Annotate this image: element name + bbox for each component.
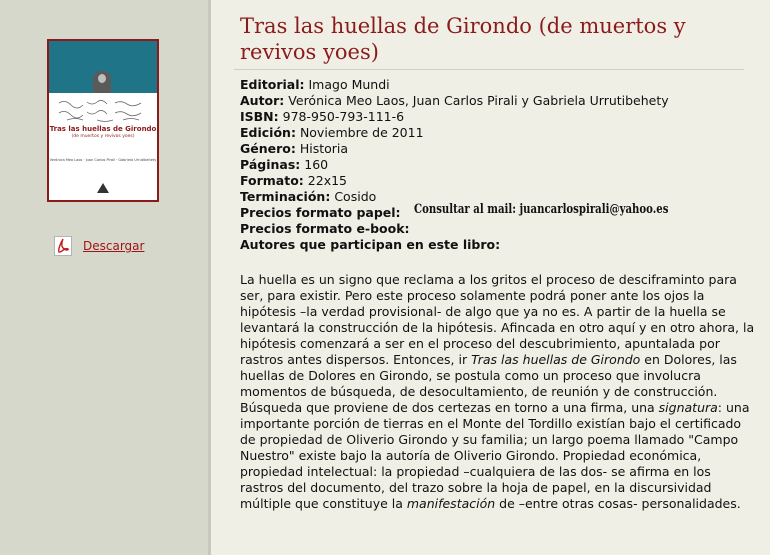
field-value: Verónica Meo Laos, Juan Carlos Pirali y Gabriela Urrutibehety bbox=[288, 93, 669, 108]
field-label: Terminación: bbox=[240, 189, 331, 204]
description-text: La huella es un signo que reclama a los gritos el proceso de desciframinto para ser, para existir. Pero este proceso solamente podrá poner ante los ojos la hipótesis –la verdad provisional- de algo que ya no es. A partir de la huella se levantará la construcción de la hipótesis. Afincada en otro aquí y en otro ahora, la hipótesis comenzará a ser en el proceso del descubrimiento, apuntalada por rastros antes dispersos. Entonces, ir bbox=[240, 272, 755, 367]
cover-title bbox=[49, 125, 157, 141]
field-value: Noviembre de 2011 bbox=[299, 125, 424, 140]
field-autores-participan bbox=[240, 237, 756, 253]
field-label: Precios formato e-book: bbox=[240, 221, 410, 236]
field-value: 160 bbox=[304, 157, 329, 172]
field-value: Historia bbox=[299, 141, 349, 156]
field-label: Editorial: bbox=[240, 77, 305, 92]
field-isbn bbox=[240, 109, 756, 125]
field-label: Género: bbox=[240, 141, 296, 156]
description-text: : una importante porción de tierras en el Monte del Tordillo existían bajo el certificado de propiedad de Oliverio Girondo y su familia; un largo poema llamado "Campo Nuestro" existe bajo la autoría de Oliverio Girondo. Propiedad económica, propiedad intelectual: la propiedad –cualquiera de las dos- se afirma en los rastros del documento, del trazo sobre la hoja de papel, en la discursividad múltiple que constituye la bbox=[240, 400, 750, 511]
field-precio-ebook bbox=[240, 221, 756, 237]
sidebar bbox=[0, 0, 211, 555]
field-label: Precios formato papel: bbox=[240, 205, 401, 220]
field-label: Edición: bbox=[240, 125, 296, 140]
cover-authors: Verónica Meo Laos · Juan Carlos Pirali · Gabriela Urrutibehety bbox=[49, 158, 157, 162]
field-formato bbox=[240, 173, 756, 189]
field-label: Autores que participan en este libro: bbox=[240, 237, 501, 252]
download-link[interactable]: Descargar bbox=[83, 239, 145, 253]
cover-handwriting-decoration bbox=[57, 99, 153, 123]
field-label: Páginas: bbox=[240, 157, 301, 172]
title-divider bbox=[234, 69, 744, 70]
field-edicion bbox=[240, 125, 756, 141]
cover-title-text: Tras las huellas de Girondo bbox=[49, 125, 157, 133]
pdf-icon[interactable] bbox=[54, 236, 72, 256]
field-paginas bbox=[240, 157, 756, 173]
cover-subtitle-text: (de muertos y revivos yoes) bbox=[71, 134, 135, 139]
book-description bbox=[240, 272, 756, 512]
field-autor bbox=[240, 93, 756, 109]
field-label: Autor: bbox=[240, 93, 285, 108]
description-italic-title: Tras las huellas de Girondo bbox=[471, 352, 641, 367]
download-row bbox=[54, 236, 144, 256]
book-metadata bbox=[240, 77, 756, 253]
field-editorial bbox=[240, 77, 756, 93]
description-italic-term: signatura bbox=[658, 400, 718, 415]
publisher-logo-icon bbox=[97, 183, 109, 193]
field-genero bbox=[240, 141, 756, 157]
book-cover-image[interactable] bbox=[47, 39, 159, 202]
field-value: Imago Mundi bbox=[308, 77, 390, 92]
cover-portrait bbox=[93, 71, 111, 93]
field-value: Cosido bbox=[334, 189, 377, 204]
contact-note: Consultar al mail: juancarlospirali@yahoo.es bbox=[414, 202, 669, 217]
description-text: en Dolores, las huellas de Dolores en Girondo, se postula como un proceso que involucra momentos de búsqueda, de desocultamiento, de reunión y de construcción. Búsqueda que proviene de dos certezas en torno a una firma, una bbox=[240, 352, 737, 415]
cover-header-band bbox=[49, 41, 157, 93]
field-value: 22x15 bbox=[307, 173, 348, 188]
description-text: de –entre otras cosas- personalidades. bbox=[495, 496, 741, 511]
description-paragraph bbox=[240, 272, 756, 512]
book-title: Tras las huellas de Girondo (de muertos y revivos yoes) bbox=[240, 14, 686, 64]
description-italic-term: manifestación bbox=[406, 496, 496, 511]
field-value: 978-950-793-111-6 bbox=[282, 109, 405, 124]
field-label: Formato: bbox=[240, 173, 304, 188]
field-label: ISBN: bbox=[240, 109, 279, 124]
